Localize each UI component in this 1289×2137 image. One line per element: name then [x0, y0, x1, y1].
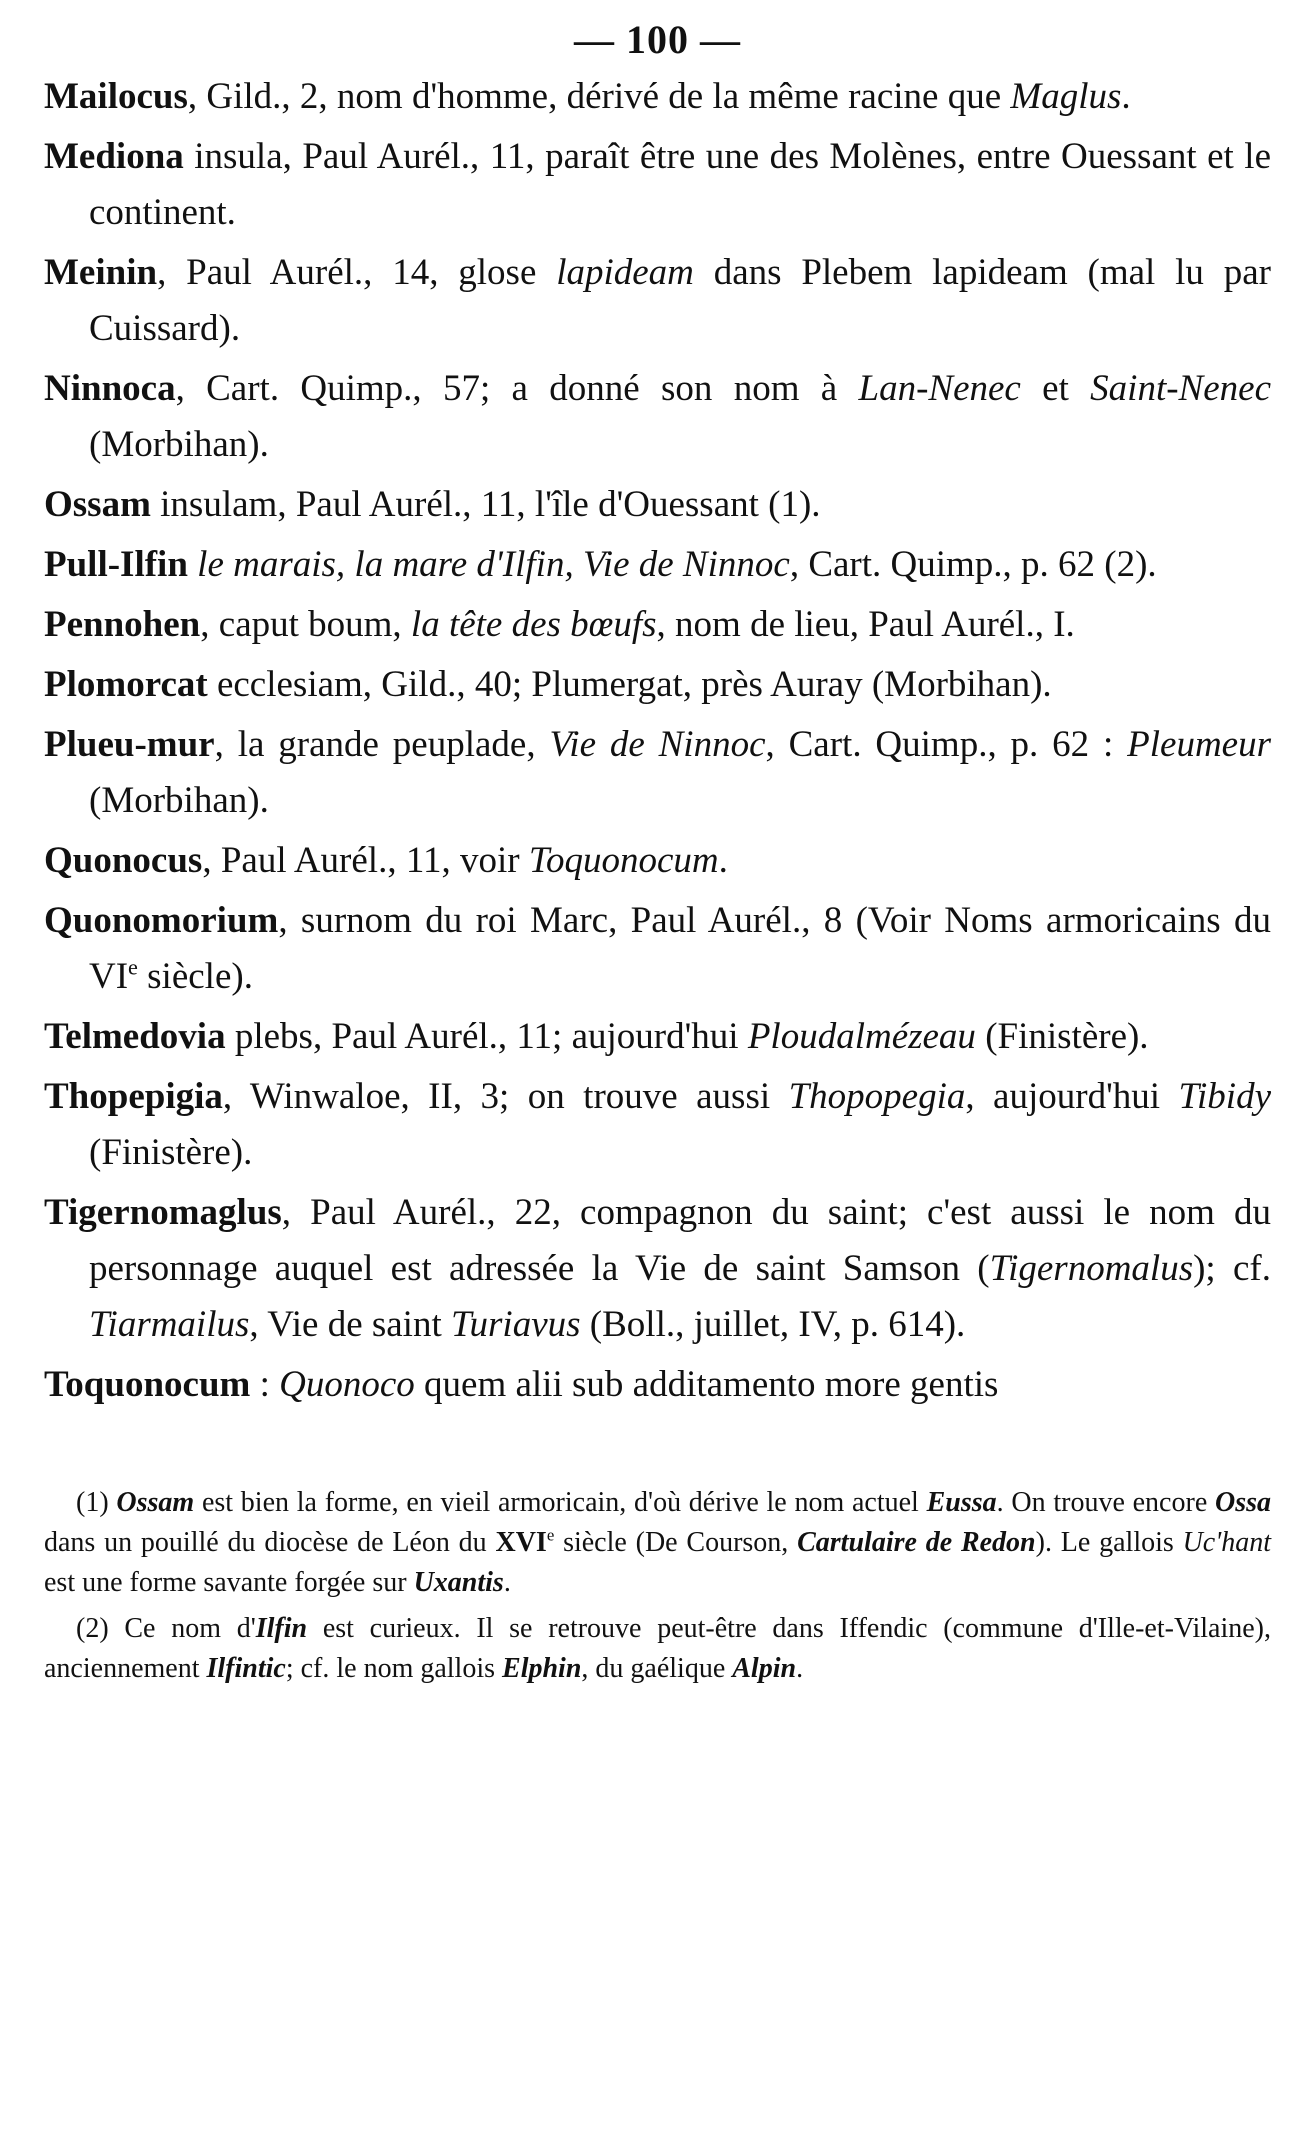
entry-headword: Thopepigia: [44, 1076, 223, 1117]
entry-text: et: [1020, 368, 1091, 409]
entry-text: Thopopegia: [788, 1076, 966, 1117]
entry-text: insula, Paul Aurél., 11, paraît être une des Molènes, entre Ouessant et le continent.: [89, 136, 1271, 233]
footnote-text: . On trouve encore: [996, 1487, 1215, 1518]
footnote-text: e: [546, 1525, 555, 1545]
entry-text: , Cart. Quimp., p. 62 :: [765, 724, 1128, 765]
entry-text: .: [718, 840, 728, 881]
entry-text: le marais, la mare d'Ilfin, Vie de Ninnoc: [197, 544, 790, 585]
entry-headword: Telmedovia: [44, 1016, 226, 1057]
footnote-text: ; cf. le nom gallois: [285, 1653, 503, 1684]
footnote-text: Ilfintic: [206, 1653, 286, 1684]
entry-text: Tiarmailus: [89, 1304, 250, 1345]
entry-headword: Pull-Ilfin: [44, 544, 188, 585]
entry-headword: Ninnoca: [44, 368, 176, 409]
entry-text: Quonoco: [279, 1364, 415, 1405]
entry-text: , nom de lieu, Paul Aurél., I.: [656, 604, 1075, 645]
glossary-entry: [44, 537, 1271, 593]
entry-text: insulam, Paul Aurél., 11, l'île d'Ouessant (1).: [150, 484, 821, 525]
glossary-entry: [44, 597, 1271, 653]
entry-text: , Paul Aurél., 14, glose: [157, 252, 557, 293]
footnote-text: dans un pouillé du diocèse de Léon du: [44, 1527, 496, 1558]
footnote-text: est bien la forme, en vieil armoricain, d'où dérive le nom actuel: [194, 1487, 927, 1518]
entry-text: , Cart. Quimp., 57; a donné son nom à: [175, 368, 859, 409]
entry-text: [188, 544, 197, 585]
entry-headword: Mediona: [44, 136, 184, 177]
entry-text: Tibidy: [1178, 1076, 1271, 1117]
entry-headword: Plueu-mur: [44, 724, 215, 765]
entry-text: , Cart. Quimp., p. 62 (2).: [789, 544, 1157, 585]
entry-text: , Vie de saint: [249, 1304, 451, 1345]
entry-text: dans Plebem lapideam (mal lu par Cuissard).: [89, 252, 1271, 349]
entry-text: Turiavus: [451, 1304, 581, 1345]
glossary-entry: [44, 361, 1271, 473]
entry-text: ecclesiam, Gild., 40; Plumergat, près Auray (Morbihan).: [207, 664, 1052, 705]
entry-text: , Gild., 2, nom d'homme, dérivé de la même racine que: [187, 76, 1011, 117]
glossary-entry: [44, 1069, 1271, 1181]
entry-headword: Mailocus: [44, 76, 188, 117]
footnote: [44, 1609, 1271, 1689]
page-number: — 100 —: [574, 17, 741, 62]
footnote-text: .: [503, 1567, 511, 1598]
entry-text: plebs, Paul Aurél., 11; aujourd'hui: [225, 1016, 748, 1057]
entry-text: , Paul Aurél., 11, voir: [202, 840, 529, 881]
glossary-entry: [44, 717, 1271, 829]
footnote-text: Ilfin: [255, 1613, 308, 1644]
entry-text: ); cf.: [1193, 1248, 1271, 1289]
footnote-text: Uxantis: [413, 1567, 504, 1598]
footnote-text: ). Le gallois: [1035, 1527, 1183, 1558]
footnote-text: est curieux. Il se retrouve peut-être dans Iffendic (commune d'Ille-et-Vilaine), anciennement: [44, 1613, 1272, 1684]
entry-text: Maglus: [1010, 76, 1122, 117]
footnote-text: , du gaélique: [581, 1653, 733, 1684]
footnotes: [44, 1483, 1271, 1689]
entry-headword: Pennohen: [44, 604, 201, 645]
footnote-text: Elphin: [502, 1653, 582, 1684]
entry-text: (Morbihan).: [89, 424, 269, 465]
entry-headword: Tigernomaglus: [44, 1192, 282, 1233]
entry-headword: Quonomorium: [44, 900, 279, 941]
entry-text: Toquonocum: [528, 840, 719, 881]
glossary-entry: [44, 833, 1271, 889]
entry-text: lapideam: [556, 252, 694, 293]
glossary-entry: [44, 1357, 1271, 1413]
glossary-entry: [44, 657, 1271, 713]
entry-text: (Boll., juillet, IV, p. 614).: [580, 1304, 966, 1345]
footnote: [44, 1483, 1271, 1603]
entry-text: (Finistère).: [975, 1016, 1149, 1057]
footnote-text: Cartulaire de Redon: [797, 1527, 1036, 1558]
footnote-text: Ossa: [1215, 1487, 1272, 1518]
footnote-text: XVI: [495, 1527, 547, 1558]
footnote-text: siècle (De Courson,: [554, 1527, 798, 1558]
glossary-entry: [44, 129, 1271, 241]
entry-text: , surnom du roi Marc, Paul Aurél., 8 (Voir Noms armoricains du VI: [89, 900, 1271, 997]
footnote-text: Ossam: [116, 1487, 195, 1518]
glossary-entry: [44, 69, 1271, 125]
entry-text: , aujourd'hui: [965, 1076, 1179, 1117]
footnote-text: .: [796, 1653, 804, 1684]
entry-text: :: [250, 1364, 280, 1405]
entry-headword: Meinin: [44, 252, 158, 293]
footnote-text: est une forme savante forgée sur: [44, 1567, 414, 1598]
footnote-text: (1): [76, 1487, 117, 1518]
glossary-entry: [44, 477, 1271, 533]
entry-text: , caput boum,: [200, 604, 411, 645]
glossary-entries: [44, 69, 1271, 1413]
entry-text: .: [1121, 76, 1131, 117]
entry-text: Vie de Ninnoc: [549, 724, 766, 765]
glossary-entry: [44, 245, 1271, 357]
entry-text: Lan-Nenec: [858, 368, 1021, 409]
entry-headword: Toquonocum: [44, 1364, 251, 1405]
glossary-entry: [44, 893, 1271, 1005]
entry-text: Pleumeur: [1127, 724, 1271, 765]
entry-text: quem alii sub additamento more gentis: [414, 1364, 999, 1405]
entry-text: siècle).: [137, 956, 253, 997]
entry-headword: Ossam: [44, 484, 151, 525]
entry-headword: Plomorcat: [44, 664, 208, 705]
entry-text: (Morbihan).: [89, 780, 269, 821]
footnote-text: Alpin: [732, 1653, 797, 1684]
entry-text: , Paul Aurél., 22, compagnon du saint; c'est aussi le nom du personnage auquel est adressée la Vie de saint Samson (: [89, 1192, 1271, 1289]
entry-headword: Quonocus: [44, 840, 203, 881]
footnote-text: Uc'hant: [1182, 1527, 1271, 1558]
entry-text: (Finistère).: [89, 1132, 253, 1173]
entry-text: Saint-Nenec: [1090, 368, 1271, 409]
entry-text: la tête des bœufs: [410, 604, 657, 645]
glossary-entry: [44, 1009, 1271, 1065]
entry-text: , la grande peuplade,: [214, 724, 550, 765]
footnote-text: Eussa: [926, 1487, 997, 1518]
entry-text: Ploudalmézeau: [747, 1016, 976, 1057]
footnote-text: (2) Ce nom d': [76, 1613, 256, 1644]
entry-text: e: [128, 954, 138, 980]
entry-text: , Winwaloe, II, 3; on trouve aussi: [222, 1076, 789, 1117]
glossary-entry: [44, 1185, 1271, 1353]
entry-text: Tigernomalus: [989, 1248, 1194, 1289]
